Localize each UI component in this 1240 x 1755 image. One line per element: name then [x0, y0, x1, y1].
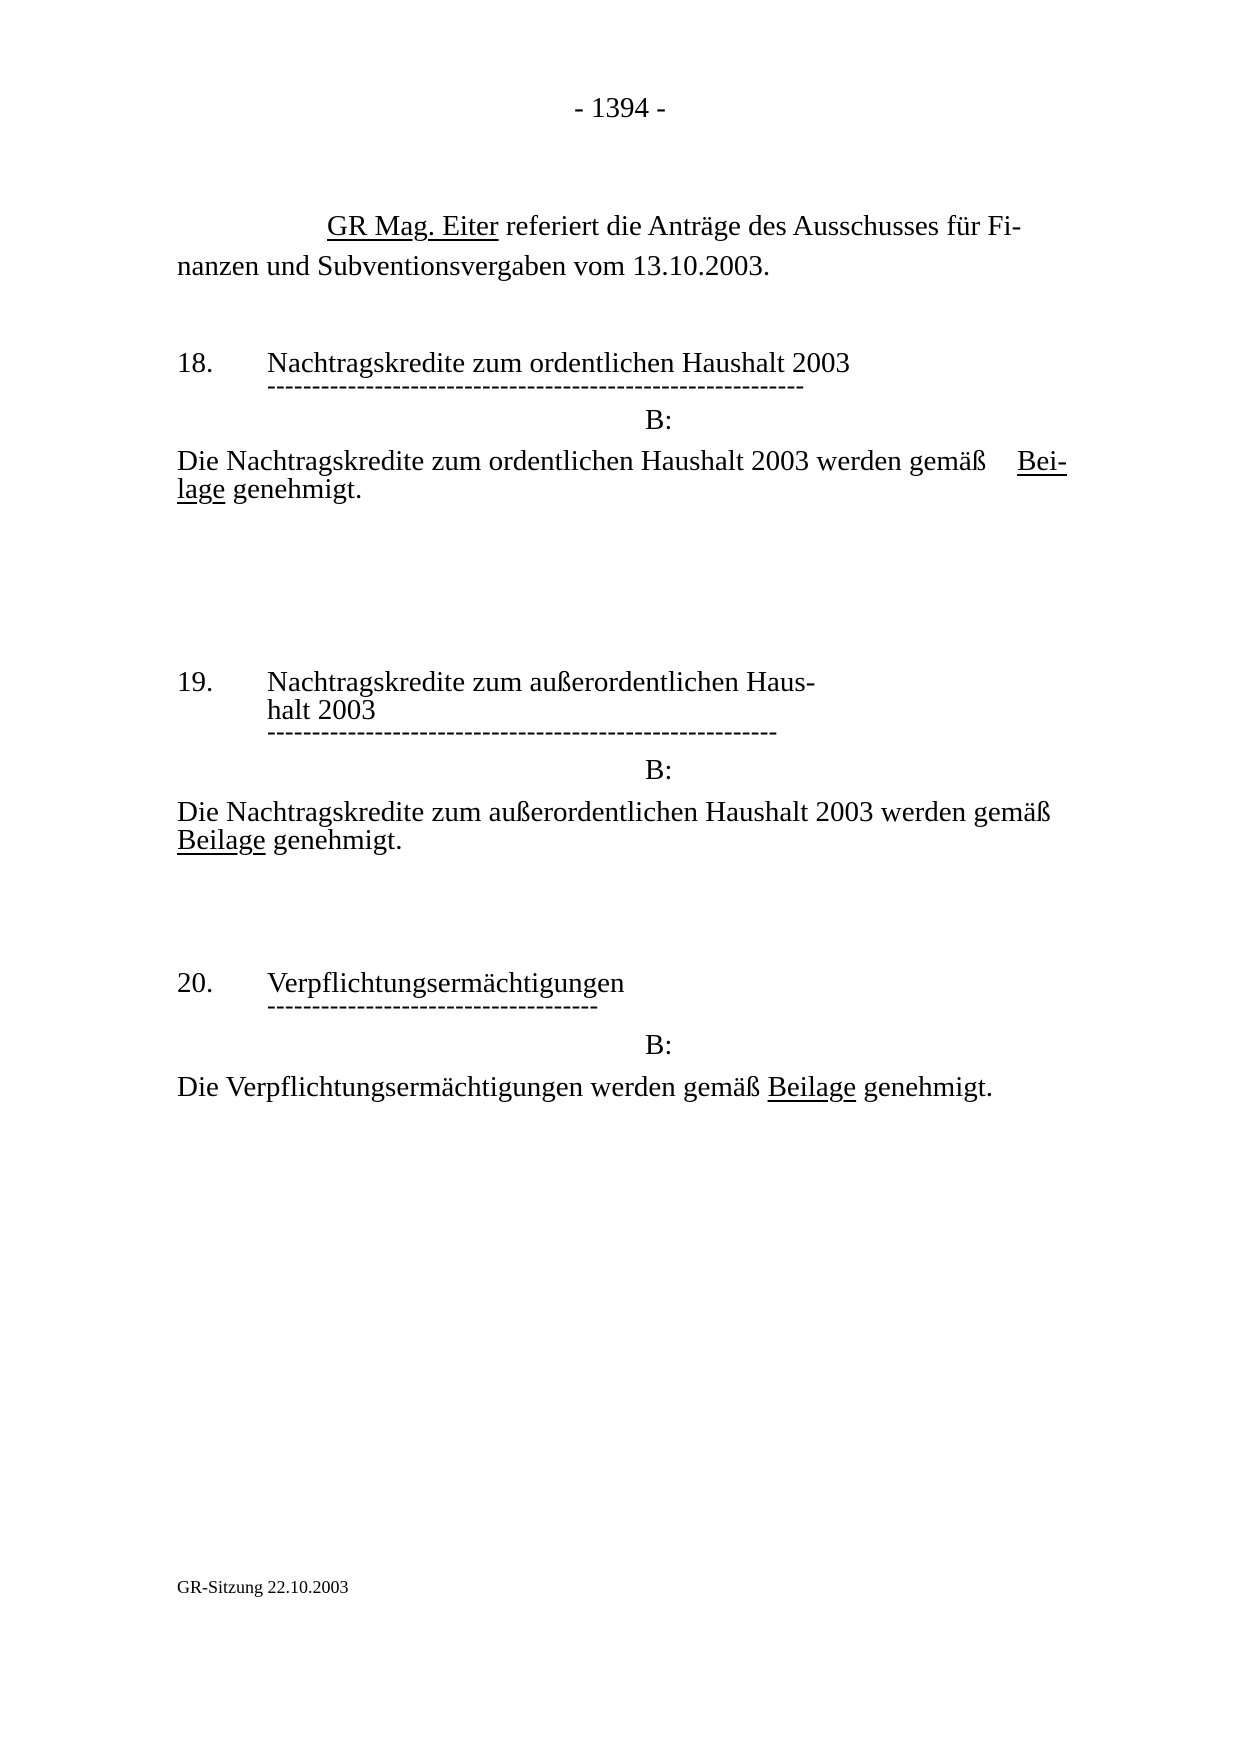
beilage-reference-1: Bei-: [1017, 445, 1067, 477]
item-title: Verpflichtungsermächtigungen: [267, 967, 625, 999]
resolution-label: B:: [645, 404, 673, 436]
agenda-item-18: [177, 347, 1067, 505]
speaker-name: GR Mag. Eiter: [327, 210, 499, 242]
item-number: 18.: [177, 347, 214, 379]
intro-text-2: nanzen und Subventionsvergaben vom 13.10.2003.: [177, 250, 771, 282]
beilage-reference: Beilage: [767, 1071, 857, 1103]
intro-text-1: referiert die Anträge des Ausschusses für Fi-: [498, 210, 1022, 242]
resolution-text-2: genehmigt.: [225, 473, 363, 505]
resolution-text: [177, 1073, 1067, 1101]
item-title-continued: halt 2003: [267, 694, 376, 726]
resolution-text: [177, 447, 1067, 503]
agenda-item-19: [177, 666, 1067, 856]
item-separator: ---------------------------------------------------------: [267, 717, 778, 746]
page-number: - 1394 -: [574, 92, 666, 124]
resolution-text-1: Die Nachtragskredite zum außerordentlichen Haushalt 2003 werden gemäß: [177, 796, 1051, 828]
beilage-reference: Beilage: [177, 824, 266, 856]
item-number: 19.: [177, 666, 214, 698]
item-title: Nachtragskredite zum außerordentlichen Haus-: [267, 666, 816, 698]
resolution-label: B:: [645, 754, 673, 786]
resolution-text-1: Die Nachtragskredite zum ordentlichen Haushalt 2003 werden gemäß: [177, 445, 994, 477]
intro-line-1: [177, 206, 1067, 246]
beilage-reference-2: lage: [177, 473, 226, 505]
item-separator: -------------------------------------: [267, 991, 599, 1020]
item-title: Nachtragskredite zum ordentlichen Haushalt 2003: [267, 347, 851, 379]
agenda-item-20: [177, 967, 1067, 1103]
resolution-text-2: genehmigt.: [856, 1071, 994, 1103]
item-separator: ------------------------------------------------------------: [267, 371, 805, 400]
footer-session-date: GR-Sitzung 22.10.2003: [177, 1577, 349, 1597]
resolution-text-2: genehmigt.: [265, 824, 403, 856]
intro-paragraph: [177, 206, 1067, 286]
resolution-text-1: Die Verpflichtungsermächtigungen werden gemäß: [177, 1071, 768, 1103]
resolution-label: B:: [645, 1029, 673, 1061]
resolution-text: [177, 798, 1067, 854]
item-number: 20.: [177, 967, 214, 999]
